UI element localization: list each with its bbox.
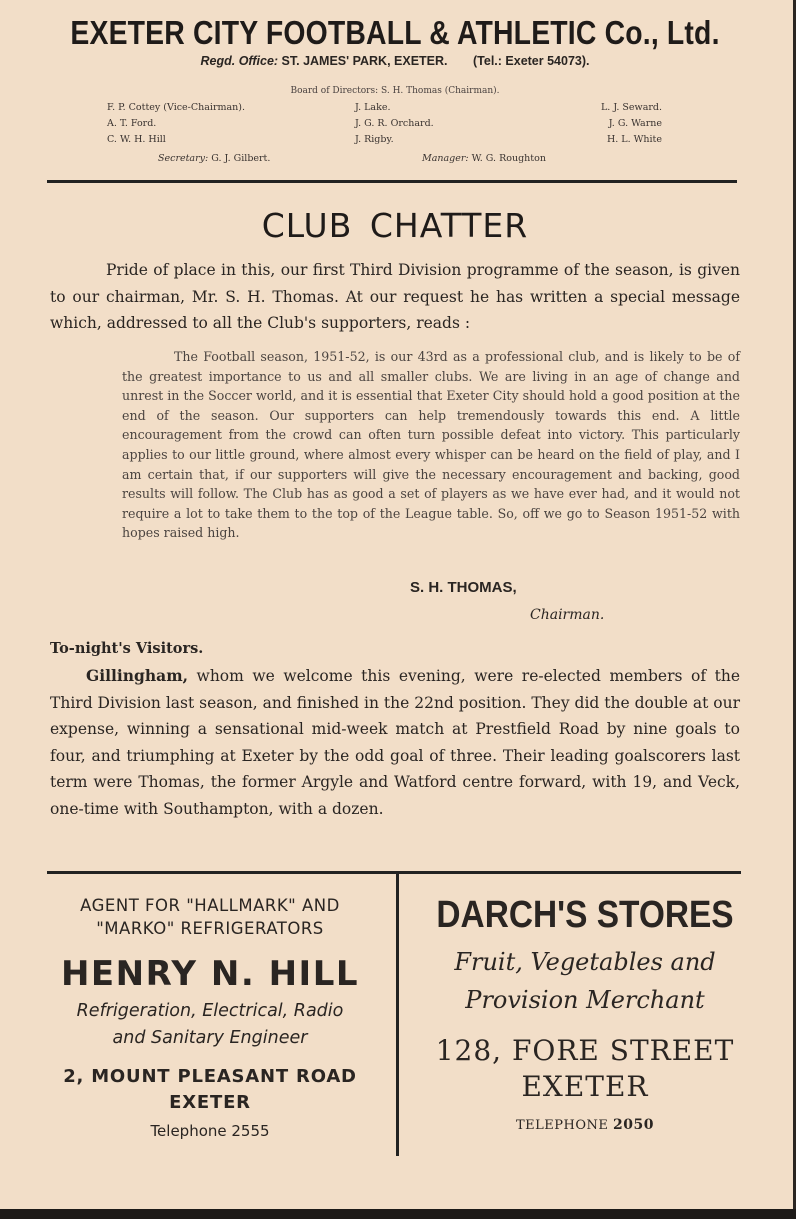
hill-name: HENRY N. HILL — [60, 954, 360, 994]
hill-telephone: Telephone 2555 — [150, 1122, 270, 1140]
article-heading: CLUB CHATTER — [261, 206, 529, 245]
director-name: J. G. R. Orchard. — [355, 118, 434, 129]
director-name: J. G. Warne — [608, 118, 662, 129]
darch-trade — [405, 943, 765, 1019]
chairman-signature: S. H. THOMAS, — [410, 579, 517, 596]
director-name: L. J. Seward. — [600, 102, 662, 113]
director-name: A. T. Ford. — [107, 118, 157, 129]
darch-name: DARCH'S STORES — [436, 894, 734, 936]
director-name: H. L. White — [606, 134, 662, 145]
office-label: Regd. Office: — [200, 54, 279, 68]
registered-office — [0, 54, 790, 68]
office-telephone: (Tel.: Exeter 54073). — [473, 54, 590, 68]
header-divider — [47, 180, 737, 183]
director-name: J. Lake. — [355, 102, 391, 113]
visitors-team: Gillingham, — [86, 666, 189, 685]
telephone-label: TELEPHONE — [516, 1118, 609, 1133]
office-address: ST. JAMES' PARK, EXETER. — [281, 54, 448, 68]
director-name: F. P. Cottey (Vice-Chairman). — [107, 102, 246, 113]
address-line: 2, MOUNT PLEASANT ROAD — [63, 1066, 357, 1087]
hill-address — [40, 1064, 380, 1116]
address-line: EXETER — [169, 1092, 251, 1113]
trade-line: and Sanitary Engineer — [112, 1028, 308, 1048]
visitors-text: whom we welcome this evening, were re-elected members of the Third Division last season, and finished in the 22nd position. They did the double at our expense, winning a sensational mid-week match at Prestfield Road by nine goals to four, and triumphing at Exeter by the odd goal of three. Their leading goalscorers last term were Thomas, the former Argyle and Watford centre forward, with 19, and Veck, one-time with Southampton, with a dozen. — [50, 667, 740, 818]
page-bottom-edge — [0, 1209, 796, 1219]
club-title: EXETER CITY FOOTBALL & ATHLETIC Co., Ltd. — [70, 14, 720, 51]
darch-advert — [405, 880, 765, 1133]
hill-agent-text — [40, 894, 380, 940]
manager-label: Manager: — [422, 153, 469, 164]
ads-divider — [47, 871, 741, 874]
trade-line: Fruit, Vegetables and — [454, 948, 716, 976]
hill-advert — [40, 880, 380, 1140]
secretary-line — [158, 153, 270, 164]
darch-telephone — [405, 1117, 765, 1133]
manager-line — [422, 153, 546, 164]
telephone-number: 2050 — [613, 1117, 654, 1133]
directors-column-3 — [580, 100, 662, 148]
ads-column-divider — [396, 874, 399, 1156]
trade-line: Provision Merchant — [465, 986, 705, 1014]
article-intro: Pride of place in this, our first Third Division programme of the season, is given to our chairman, Mr. S. H. Thomas. At our request he has written a special message which, addressed to all the Club's supporters, reads : — [50, 261, 740, 332]
visitors-heading: To-night's Visitors. — [50, 640, 204, 657]
agent-line: "MARKO" REFRIGERATORS — [96, 919, 324, 938]
director-name: C. W. H. Hill — [107, 134, 166, 145]
agent-line: AGENT FOR "HALLMARK" AND — [80, 896, 340, 915]
trade-line: Refrigeration, Electrical, Radio — [76, 1001, 344, 1021]
secretary-name: G. J. Gilbert. — [211, 153, 271, 164]
board-of-directors: Board of Directors: S. H. Thomas (Chairman). — [290, 86, 500, 96]
chairman-role: Chairman. — [530, 607, 605, 623]
secretary-label: Secretary: — [158, 153, 209, 164]
visitors-paragraph — [50, 663, 740, 822]
address-line: 128, FORE STREET — [435, 1034, 735, 1067]
directors-column-1 — [107, 100, 245, 148]
chairman-message: The Football season, 1951-52, is our 43rd as a professional club, and is likely to be of the greatest importance to us and all smaller clubs. We are living in an age of change and unrest in the Soccer world, and it is essential that Exeter City should hold a good position at the end of the season. Our supporters can help tremendously towards this end. A little encouragement from the crowd can often turn possible defeat into victory. This particularly applies to our little ground, where almost every whisper can be heard on the field of play, and I am certain that, if our supporters will give the necessary encouragement and backing, good results will follow. The Club has as good a set of players as we have ever had, and it would not require a lot to take them to the top of the League table. So, off we go to Season 1951-52 with hopes raised high. — [122, 349, 740, 541]
director-name: J. Rigby. — [355, 134, 394, 145]
directors-column-2 — [355, 100, 434, 148]
hill-trade — [40, 998, 380, 1052]
darch-address — [405, 1033, 765, 1105]
address-line: EXETER — [521, 1070, 649, 1103]
manager-name: W. G. Roughton — [471, 153, 546, 164]
